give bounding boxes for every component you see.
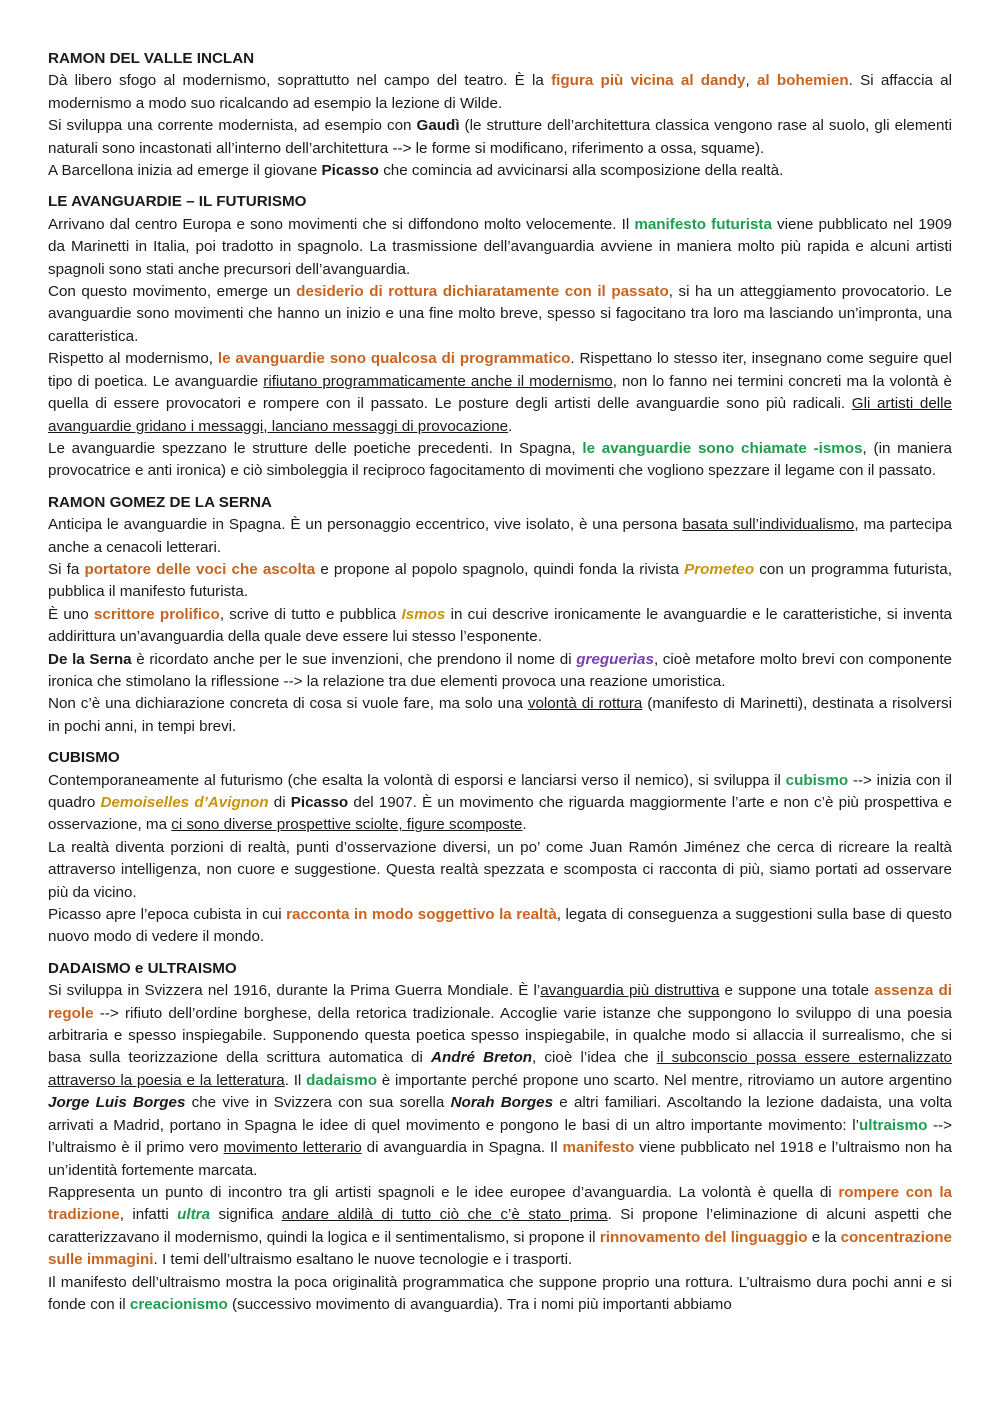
paragraph bbox=[48, 214, 952, 281]
highlighted-text: rinnovamento del linguaggio bbox=[599, 1228, 808, 1246]
text-run: , cioè l’idea che bbox=[532, 1049, 657, 1067]
highlighted-text: avanguardia più distruttiva bbox=[540, 982, 720, 1000]
text-run: . Si affaccia al modernismo a modo suo ricalcando ad esempio la lezione di Wilde. bbox=[48, 72, 952, 112]
highlighted-text: movimento letterario bbox=[223, 1139, 362, 1157]
text-run: --> rifiuto dell’ordine borghese, della retorica tradizionale. Accoglie varie istanze che suppongono lo sviluppo di una poesia arbitraria e spesso inspiegabile. Supponendo questa poetica spesso inspiegabile, in qualche modo si allaccia il surrealismo, che si basa sulla teorizzazione della scrittura automatica di bbox=[48, 1004, 952, 1067]
highlighted-text: Gli artisti delle avanguardie gridano i messaggi, lanciano messaggi di provocazione bbox=[48, 395, 953, 435]
paragraph bbox=[48, 115, 952, 160]
text-run: Contemporaneamente al futurismo (che esalta la volontà di esporsi e lanciarsi verso il nemico), si sviluppa il bbox=[48, 771, 786, 789]
highlighted-text: De la Serna bbox=[48, 650, 132, 668]
text-run: . Si propone l’eliminazione di alcuni aspetti che caratterizzavano il modernismo, quindi la logica e il sentimentalismo, si propone il bbox=[48, 1206, 953, 1246]
paragraph bbox=[48, 980, 952, 1182]
text-run: . Rispettano lo stesso iter, insegnano come seguire quel tipo di poetica. Le avanguardie bbox=[48, 350, 952, 390]
highlighted-text: Ismos bbox=[401, 605, 446, 623]
highlighted-text: André Breton bbox=[431, 1049, 533, 1067]
section-heading: RAMON DEL VALLE INCLAN bbox=[48, 50, 255, 67]
highlighted-text: ultraismo bbox=[859, 1116, 928, 1134]
text-run: e propone al popolo spagnolo, quindi fonda la rivista bbox=[315, 560, 685, 578]
paragraph bbox=[48, 1182, 952, 1272]
text-run: in cui descrive ironicamente le avanguardie e le caratteristiche, si inventa addirittura un’avanguardia della quale deve essere lui stesso l’esponente. bbox=[48, 605, 952, 646]
text-run: Picasso apre l’epoca cubista in cui bbox=[48, 906, 287, 924]
highlighted-text: creacionismo bbox=[129, 1295, 228, 1313]
paragraph bbox=[48, 160, 952, 182]
text-run: Le avanguardie spezzano le strutture delle poetiche precedenti. In Spagna, bbox=[48, 439, 583, 457]
paragraph bbox=[48, 348, 952, 438]
text-run: , si ha un atteggiamento provocatorio. Le avanguardie sono movimenti che hanno un inizio e una fine molto breve, spesso si fagocitano tra loro ma lasciando un’impronta, una caratteristica. bbox=[48, 283, 952, 345]
text-run: Si fa bbox=[48, 560, 85, 578]
highlighted-text: Picasso bbox=[290, 794, 349, 811]
paragraph bbox=[48, 438, 952, 483]
text-run: che comincia ad avvicinarsi alla scomposizione della realtà. bbox=[378, 162, 784, 180]
highlighted-text: desiderio di rottura dichiaratamente con il passato bbox=[296, 283, 669, 301]
text-run: --> inizia con il quadro bbox=[48, 771, 952, 811]
paragraph bbox=[48, 904, 952, 949]
text-run: Non c’è una dichiarazione concreta di cosa si vuole fare, ma solo una bbox=[48, 695, 528, 713]
text-run: . I temi dell’ultraismo esaltano le nuove tecnologie e i trasporti. bbox=[153, 1251, 573, 1269]
text-run: , legata di conseguenza a suggestioni sulla base di questo nuovo modo di vedere il mondo. bbox=[48, 906, 952, 946]
text-run: È uno bbox=[48, 605, 94, 623]
highlighted-text: scrittore prolifico bbox=[93, 605, 220, 623]
text-run: che vive in Svizzera con sua sorella bbox=[185, 1094, 451, 1112]
text-run: viene pubblicato nel 1918 e l’ultraismo non ha un’identità fortemente marcata. bbox=[48, 1139, 953, 1179]
text-run: Arrivano dal centro Europa e sono movimenti che si diffondono molto velocemente. Il bbox=[48, 215, 635, 233]
text-run: , infatti bbox=[119, 1206, 178, 1224]
highlighted-text: basata sull’individualismo bbox=[682, 516, 855, 534]
paragraph bbox=[48, 1272, 952, 1317]
text-run: Anticipa le avanguardie in Spagna. È un personaggio eccentrico, vive isolato, è una persona bbox=[48, 516, 683, 534]
text-run: e altri familiari. Ascoltando la lezione dadaista, una volta arrivati a Madrid, portano in Spagna le idee di quel movimento e pongono le basi di un altro importante movimento: l’ bbox=[48, 1094, 952, 1134]
text-run: e suppone una totale bbox=[719, 982, 875, 1000]
highlighted-text: manifesto futurista bbox=[634, 215, 772, 233]
text-run: è importante perché propone uno scarto. Nel mentre, ritroviamo un autore argentino bbox=[377, 1071, 952, 1089]
section-heading: RAMON GOMEZ DE LA SERNA bbox=[48, 493, 272, 511]
section bbox=[48, 492, 952, 738]
text-run: del 1907. È un movimento che riguarda maggiormente l’arte e non c’è più prospettiva e osservazione, ma bbox=[48, 794, 952, 834]
text-run: , non lo fanno nei termini concreti ma la volontà è quella di essere provocatori e rompere con il passato. Le posture degli artisti delle avanguardie sono più radicali. bbox=[48, 372, 952, 413]
section bbox=[48, 191, 952, 482]
text-run: viene pubblicato nel 1909 da Marinetti in Italia, poi tradotto in spagnolo. La trasmissione dell’avanguardia avviene in maniera molto più rapida e alcuni artisti spagnoli sono stati anche precursori dell’avanguardia. bbox=[48, 215, 952, 278]
highlighted-text: rifiutano programmaticamente anche il modernismo bbox=[263, 372, 613, 390]
text-run: . bbox=[522, 816, 527, 834]
text-run: , cioè metafore molto brevi con componente ironica che stimolano la riflessione --> la relazione tra due elementi provoca una reazione umoristica. bbox=[48, 650, 953, 690]
highlighted-text: le avanguardie sono chiamate -ismos bbox=[582, 439, 863, 457]
section-heading: LE AVANGUARDIE – IL FUTURISMO bbox=[48, 193, 307, 211]
highlighted-text: portatore delle voci che ascolta bbox=[84, 560, 316, 578]
highlighted-text: Jorge Luis Borges bbox=[48, 1094, 186, 1112]
text-run: Dà libero sfogo al modernismo, soprattutto nel campo del teatro. È la bbox=[48, 72, 552, 90]
text-run: , (in maniera provocatrice e anti ironica) e ciò simboleggia il reciproco fagocitamento di movimenti che vogliono spezzare il legame con il passato. bbox=[48, 439, 952, 480]
highlighted-text: Picasso bbox=[321, 162, 379, 180]
text-run: con un programma futurista, pubblica il manifesto futurista. bbox=[48, 560, 952, 601]
paragraph bbox=[48, 693, 952, 738]
text-run: , ma partecipa anche a cenacoli letterari. bbox=[48, 516, 952, 556]
highlighted-text: cubismo bbox=[785, 771, 849, 789]
highlighted-text: Demoiselles d’Avignon bbox=[100, 794, 269, 811]
paragraph bbox=[48, 559, 952, 604]
text-run: . Il bbox=[284, 1071, 307, 1089]
highlighted-text: ci sono diverse prospettive sciolte, figure scomposte bbox=[171, 816, 523, 834]
highlighted-text: dadaismo bbox=[306, 1071, 377, 1089]
paragraph bbox=[48, 514, 952, 559]
text-run: . bbox=[508, 417, 513, 435]
highlighted-text: andare aldilà di tutto ciò che c’è stato prima bbox=[281, 1206, 608, 1224]
highlighted-text: al bohemien bbox=[756, 72, 849, 90]
highlighted-text: Norah Borges bbox=[450, 1094, 554, 1112]
highlighted-text: racconta in modo soggettivo la realtà bbox=[286, 906, 557, 924]
highlighted-text: volontà di rottura bbox=[527, 695, 643, 713]
paragraph bbox=[48, 604, 952, 649]
text-run: (manifesto di Marinetti), destinata a risolversi in pochi anni, in tempi brevi. bbox=[48, 695, 952, 735]
text-run: , bbox=[745, 72, 757, 90]
highlighted-text: le avanguardie sono qualcosa di programmatico bbox=[217, 350, 571, 368]
section-heading: CUBISMO bbox=[48, 749, 120, 767]
highlighted-text: concentrazione sulle immagini bbox=[48, 1228, 952, 1269]
text-run: significa bbox=[210, 1206, 282, 1224]
highlighted-text: figura più vicina al dandy bbox=[551, 72, 746, 90]
section bbox=[48, 48, 952, 182]
text-run: di avanguardia in Spagna. Il bbox=[361, 1139, 563, 1157]
paragraph bbox=[48, 281, 952, 348]
highlighted-text: il subconscio possa essere esternalizzato attraverso la poesia e la letteratura bbox=[48, 1049, 952, 1089]
section bbox=[48, 958, 952, 1317]
text-run: , scrive di tutto e pubblica bbox=[219, 605, 402, 623]
text-run: di bbox=[268, 794, 291, 811]
text-run: Si sviluppa in Svizzera nel 1916, durante la Prima Guerra Mondiale. È l’ bbox=[48, 982, 541, 1000]
text-run: A Barcellona inizia ad emerge il giovane bbox=[48, 162, 322, 180]
paragraph bbox=[48, 770, 952, 837]
text-run: --> l’ultraismo è il primo vero bbox=[48, 1116, 952, 1157]
text-run: Con questo movimento, emerge un bbox=[48, 283, 297, 301]
highlighted-text: Prometeo bbox=[684, 560, 755, 578]
highlighted-text: manifesto bbox=[562, 1139, 635, 1157]
text-run: (successivo movimento di avanguardia). Tra i nomi più importanti abbiamo bbox=[227, 1295, 732, 1313]
highlighted-text: ultra bbox=[177, 1206, 211, 1224]
text-run: e la bbox=[807, 1228, 841, 1246]
text-run: Il manifesto dell’ultraismo mostra la poca originalità programmatica che suppone proprio una rottura. L’ultraismo dura pochi anni e si fonde con il bbox=[48, 1273, 952, 1313]
text-run: Si sviluppa una corrente modernista, ad esempio con bbox=[48, 117, 417, 135]
section-heading: DADAISMO e ULTRAISMO bbox=[48, 959, 237, 977]
text-run: Rispetto al modernismo, bbox=[48, 350, 218, 368]
paragraph bbox=[48, 837, 952, 904]
highlighted-text: rompere con la tradizione bbox=[48, 1183, 952, 1224]
highlighted-text: Gaudì bbox=[416, 117, 460, 135]
highlighted-text: assenza di regole bbox=[48, 982, 953, 1022]
document-page bbox=[48, 48, 952, 1325]
paragraph bbox=[48, 649, 952, 694]
text-run: La realtà diventa porzioni di realtà, punti d’osservazione diversi, un po’ come Juan Ramón Jiménez che cerca di ricreare la realtà attraverso intelligenza, non cuore e suggestione. Questa realtà spezzata e scomposta ci racconta di più, siamo portati ad osservare più da vicino. bbox=[48, 838, 952, 901]
paragraph bbox=[48, 70, 952, 115]
section bbox=[48, 747, 952, 949]
text-run: è ricordato anche per le sue invenzioni, che prendono il nome di bbox=[131, 650, 577, 668]
text-run: (le strutture dell’architettura classica vengono rase al suolo, gli elementi naturali sono incastonati all’interno dell’architettura --> le forme si modificano, riferimento a ossa, squame). bbox=[48, 117, 953, 157]
highlighted-text: greguerìas bbox=[576, 650, 654, 668]
text-run: Rappresenta un punto di incontro tra gli artisti spagnoli e le idee europee d’avanguardia. La volontà è quella di bbox=[48, 1183, 839, 1201]
